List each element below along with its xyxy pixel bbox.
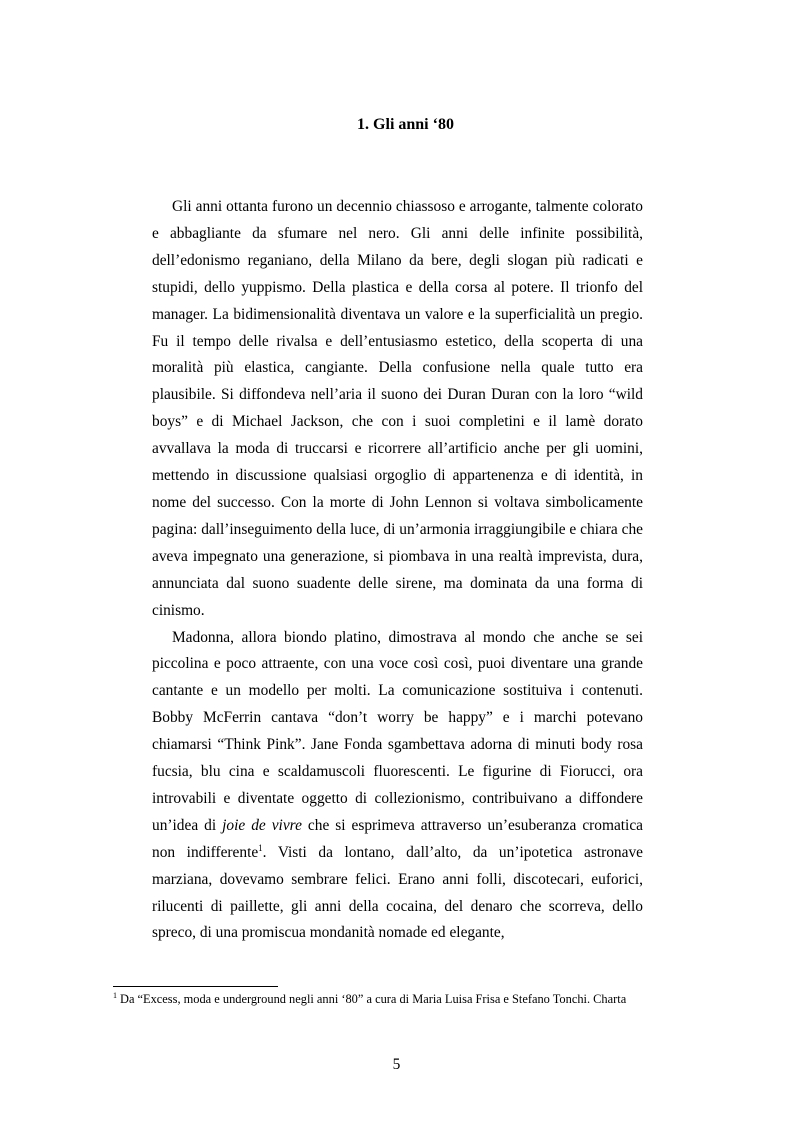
footnote: [113, 991, 713, 1007]
paragraph-2-text-c: . Visti da lontano, dall’alto, da un’ipotetica astronave marziana, dovevamo sembrare felici. Erano anni folli, discotecari, euforici, rilucenti di paillette, gli anni della cocaina, del denaro che scorreva, dello spreco, di una promiscua mondanità nomade ed elegante,: [152, 843, 643, 942]
footnote-marker: 1: [113, 991, 117, 1000]
italic-phrase: joie de vivre: [222, 816, 302, 834]
paragraph-1: Gli anni ottanta furono un decennio chiassoso e arrogante, talmente colorato e abbagliante da sfumare nel nero. Gli anni delle infinite possibilità, dell’edonismo reganiano, della Milano da bere, degli slogan più radicati e stupidi, dello yuppismo. Della plastica e della corsa al potere. Il trionfo del manager. La bidimensionalità diventava un valore e la superficialità un pregio. Fu il tempo delle rivalsa e dell’entusiasmo estetico, della scoperta di una moralità più elastica, cangiante. Della confusione nella quale tutto era plausibile. Si diffondeva nell’aria il suono dei Duran Duran con la loro “wild boys” e di Michael Jackson, che con i suoi completini e il lamè dorato avvallava la moda di truccarsi e ricorrere all’artificio anche per gli uomini, mettendo in discussione qualsiasi orgoglio di appartenenza e di identità, in nome del successo. Con la morte di John Lennon si voltava simbolicamente pagina: dall’inseguimento della luce, di un’armonia irraggiungibile e chiara che aveva impegnato una generazione, si piombava in una realtà imprevista, dura, annunciata dal suono suadente delle sirene, ma dominata da una forma di cinismo.: [152, 198, 643, 619]
body-text: [152, 194, 643, 947]
page-title: 1. Gli anni ‘80: [357, 116, 454, 133]
footnote-text: Da “Excess, moda e underground negli anni ‘80” a cura di Maria Luisa Frisa e Stefano Tonchi. Charta: [120, 992, 627, 1006]
footnote-reference[interactable]: 1: [258, 842, 263, 853]
paragraph-2-text-b: che si esprimeva attraverso un’esuberanza cromatica non indifferente: [152, 816, 643, 861]
paragraph-2: [152, 625, 643, 948]
page-number: 5: [392, 1056, 401, 1073]
footnote-separator: [113, 986, 278, 987]
paragraph-2-text-a: Madonna, allora biondo platino, dimostrava al mondo che anche se sei piccolina e poco attraente, con una voce così così, puoi diventare una grande cantante e un modello per molti. La comunicazione sostituiva i contenuti. Bobby McFerrin cantava “don’t worry be happy” e i marchi potevano chiamarsi “Think Pink”. Jane Fonda sgambettava adorna di minuti body rosa fucsia, blu cina e scaldamuscoli fluorescenti. Le figurine di Fiorucci, ora introvabili e diventate oggetto di collezionismo, contribuivano a diffondere un’idea di: [152, 628, 643, 834]
